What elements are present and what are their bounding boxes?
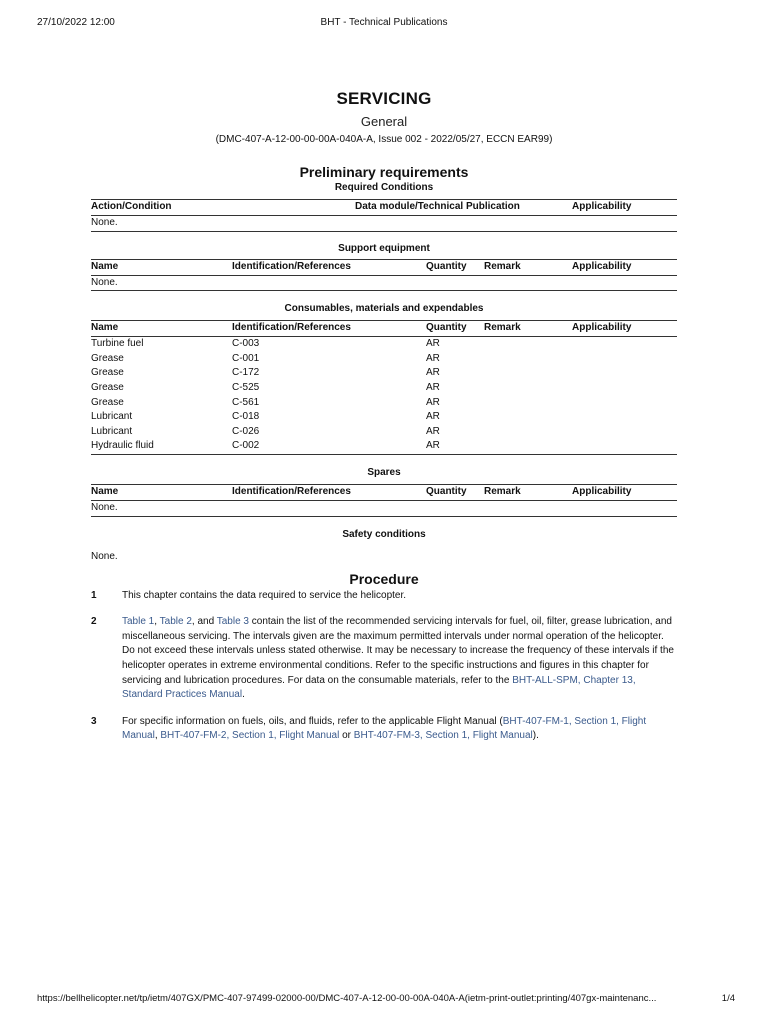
spares-table bbox=[91, 484, 677, 517]
column-header: Identification/References bbox=[232, 321, 426, 337]
consumables-heading: Consumables, materials and expendables bbox=[284, 303, 484, 315]
step-text bbox=[122, 715, 677, 744]
table-cell: C-002 bbox=[232, 439, 426, 454]
table-cell: None. bbox=[91, 500, 232, 516]
print-date: 27/10/2022 12:00 bbox=[37, 17, 115, 28]
table-cell: Lubricant bbox=[91, 425, 133, 437]
table-cell: AR bbox=[426, 381, 440, 393]
table-cell bbox=[484, 337, 572, 352]
document-reference: (DMC-407-A-12-00-00-00A-040A-A, Issue 002 - 2022/05/27, ECCN EAR99) bbox=[215, 134, 553, 145]
cross-reference-link[interactable]: BHT-ALL-SPM, Chapter 13, Standard Practices Manual bbox=[122, 674, 636, 701]
step-text-run: contain the list of the recommended servicing intervals for fuel, oil, filter, grease lubrication, and miscellaneous servicing. The intervals given are the maximum permitted intervals under normal operation of the helicopter. Do not exceed these intervals unless stated otherwise. It may be necessary to increase the frequency of these intervals if the helicopter operates in extreme environmental conditions. Refer to the specific instructions and figures in this chapter for servicing and lubrication procedures. For data on the consumable materials, refer to the bbox=[122, 616, 674, 686]
table-cell bbox=[572, 337, 677, 352]
table-cell bbox=[232, 275, 426, 291]
column-header: Quantity bbox=[426, 259, 484, 275]
table-cell bbox=[572, 500, 677, 516]
table-cell: Hydraulic fluid bbox=[91, 439, 232, 454]
print-url: https://bellhelicopter.net/tp/ietm/407GX/PMC-407-97499-02000-00/DMC-407-A-12-00-00-00A-040A-A(ietm-print-outlet:printing/407gx-maintenanc... bbox=[37, 993, 657, 1004]
column-header: Data module/Technical Publication bbox=[355, 200, 572, 216]
table-cell bbox=[426, 275, 484, 291]
table-cell: Lubricant bbox=[91, 411, 133, 423]
table-cell bbox=[572, 275, 677, 291]
step-text-run: . bbox=[242, 689, 245, 701]
column-header: Identification/References bbox=[232, 484, 426, 500]
column-header: Applicability bbox=[572, 259, 677, 275]
step-text-run: , and bbox=[191, 616, 217, 628]
table-cell bbox=[484, 352, 572, 367]
page-subtitle: General bbox=[360, 114, 408, 129]
table-cell bbox=[572, 396, 677, 411]
table-cell bbox=[484, 396, 572, 411]
table-row bbox=[91, 439, 677, 454]
cross-reference-link[interactable]: BHT-407-FM-2, Section 1, Flight Manual bbox=[160, 730, 340, 742]
table-cell bbox=[484, 500, 572, 516]
table-cell bbox=[572, 439, 677, 454]
procedure-step bbox=[91, 715, 677, 744]
column-header: Name bbox=[91, 484, 232, 500]
table-cell: AR bbox=[426, 439, 484, 454]
cross-reference-link[interactable]: Table 3 bbox=[216, 616, 249, 628]
table-cell: Grease bbox=[91, 381, 124, 393]
step-text-run: , bbox=[154, 730, 161, 742]
cross-reference-link[interactable]: Table 1 bbox=[122, 616, 155, 628]
table-row bbox=[91, 500, 677, 516]
table-cell bbox=[572, 381, 677, 396]
procedure-step bbox=[91, 589, 677, 604]
step-number: 2 bbox=[91, 616, 97, 628]
step-text-run: ). bbox=[532, 730, 539, 742]
consumables-table bbox=[91, 320, 677, 455]
table-cell bbox=[484, 410, 572, 425]
column-header: Applicability bbox=[572, 484, 677, 500]
table-header-row bbox=[91, 200, 677, 216]
column-header: Applicability bbox=[572, 321, 677, 337]
table-row bbox=[91, 410, 677, 425]
table-row bbox=[91, 381, 677, 396]
table-cell bbox=[572, 425, 677, 440]
column-header: Action/Condition bbox=[91, 200, 355, 216]
table-cell bbox=[484, 425, 572, 440]
table-header-row bbox=[91, 321, 677, 337]
spares-heading: Spares bbox=[367, 466, 401, 478]
table-cell: C-018 bbox=[232, 411, 260, 423]
step-text-run: or bbox=[339, 730, 354, 742]
table-cell: Grease bbox=[91, 396, 124, 408]
required-conditions-table bbox=[91, 199, 677, 232]
column-header: Identification/References bbox=[232, 259, 426, 275]
print-header bbox=[0, 17, 768, 31]
table-cell: AR bbox=[426, 338, 440, 350]
procedure-steps bbox=[91, 589, 677, 744]
table-cell bbox=[232, 500, 426, 516]
print-title: BHT - Technical Publications bbox=[320, 17, 448, 28]
procedure-heading: Procedure bbox=[349, 570, 419, 587]
procedure-step bbox=[91, 615, 677, 703]
table-cell: C-003 bbox=[232, 338, 260, 350]
step-text bbox=[122, 589, 677, 604]
table-cell: None. bbox=[91, 275, 232, 291]
table-cell bbox=[572, 366, 677, 381]
table-cell: AR bbox=[426, 425, 440, 437]
cross-reference-link[interactable]: Table 2 bbox=[159, 616, 192, 628]
step-text-run: This chapter contains the data required to service the helicopter. bbox=[122, 589, 407, 601]
table-cell bbox=[572, 410, 677, 425]
table-row bbox=[91, 352, 677, 367]
table-cell: AR bbox=[426, 352, 440, 364]
column-header: Remark bbox=[484, 259, 572, 275]
page-number: 1/4 bbox=[721, 993, 735, 1004]
table-cell bbox=[484, 381, 572, 396]
table-cell: C-561 bbox=[232, 396, 260, 408]
table-cell: None. bbox=[91, 216, 355, 232]
step-text-run: , bbox=[154, 616, 160, 628]
column-header: Remark bbox=[484, 321, 572, 337]
table-header-row bbox=[91, 259, 677, 275]
table-cell: C-001 bbox=[232, 352, 260, 364]
table-cell: AR bbox=[426, 367, 440, 379]
step-number: 1 bbox=[91, 589, 97, 601]
support-equipment-table bbox=[91, 259, 677, 292]
page-title: SERVICING bbox=[336, 89, 432, 108]
table-row bbox=[91, 366, 677, 381]
column-header: Name bbox=[91, 321, 232, 337]
column-header: Remark bbox=[484, 484, 572, 500]
table-header-row bbox=[91, 484, 677, 500]
cross-reference-link[interactable]: BHT-407-FM-1, Section 1, Flight Manual bbox=[122, 715, 647, 742]
table-cell: Grease bbox=[91, 352, 124, 364]
step-text-run: For specific information on fuels, oils, and fluids, refer to the applicable Flight Manual ( bbox=[122, 715, 503, 727]
table-row bbox=[91, 337, 677, 352]
table-cell: Grease bbox=[91, 367, 124, 379]
column-header: Name bbox=[91, 259, 232, 275]
cross-reference-link[interactable]: BHT-407-FM-3, Section 1, Flight Manual bbox=[353, 730, 533, 742]
step-text bbox=[122, 615, 677, 703]
table-cell: C-172 bbox=[232, 367, 260, 379]
required-conditions-heading: Required Conditions bbox=[334, 182, 434, 193]
column-header: Applicability bbox=[572, 200, 677, 216]
table-cell bbox=[484, 439, 572, 454]
preliminary-requirements-heading: Preliminary requirements bbox=[299, 164, 469, 180]
table-row bbox=[91, 275, 677, 291]
table-cell bbox=[484, 366, 572, 381]
table-row bbox=[91, 425, 677, 440]
table-cell bbox=[355, 216, 572, 232]
table-cell bbox=[484, 275, 572, 291]
column-header: Quantity bbox=[426, 321, 484, 337]
document-content bbox=[91, 88, 677, 744]
table-cell bbox=[572, 216, 677, 232]
step-number: 3 bbox=[91, 715, 97, 727]
safety-conditions-text: None. bbox=[91, 550, 118, 562]
table-cell bbox=[426, 500, 484, 516]
table-row bbox=[91, 396, 677, 411]
table-cell: AR bbox=[426, 411, 440, 423]
support-equipment-heading: Support equipment bbox=[338, 242, 430, 254]
table-cell: AR bbox=[426, 396, 440, 408]
table-row bbox=[91, 216, 677, 232]
column-header: Quantity bbox=[426, 484, 484, 500]
table-cell: C-525 bbox=[232, 381, 260, 393]
table-cell bbox=[572, 352, 677, 367]
table-cell: C-026 bbox=[232, 425, 260, 437]
table-cell: Turbine fuel bbox=[91, 338, 144, 350]
safety-conditions-heading: Safety conditions bbox=[342, 528, 426, 540]
